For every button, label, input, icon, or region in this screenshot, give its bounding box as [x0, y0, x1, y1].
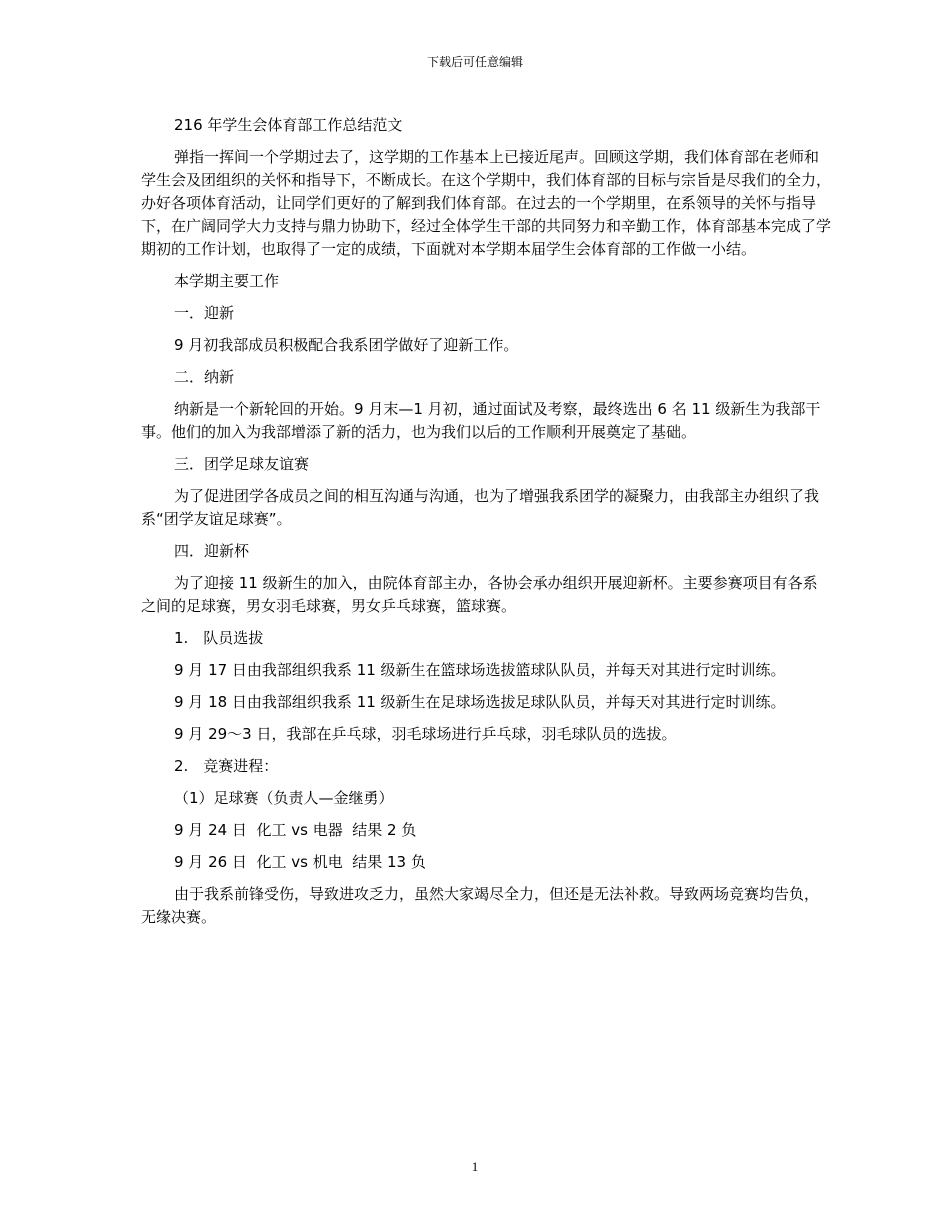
match-result-2: 9 月 26 日 化工 vs 机电 结果 13 负: [174, 853, 426, 871]
match-result-1: 9 月 24 日 化工 vs 电器 结果 2 负: [174, 821, 417, 839]
section4-text: 为了迎接 11 级新生的加入，由院体育部主办，各协会承办组织开展迎新杯。主要参赛项目有各系之间的足球赛，男女羽毛球赛，男女乒乓球赛，篮球赛。: [141, 574, 818, 615]
sub1-heading: 1. 队员选拔: [174, 629, 264, 647]
sub1-line3: 9 月 29～3 日，我部在乒乓球，羽毛球场进行乒乓球，羽毛球队员的选拔。: [174, 725, 677, 743]
section1-heading: 一．迎新: [174, 304, 235, 322]
section2-text: 纳新是一个新轮回的开始。9 月末—1 月初，通过面试及考察，最终选出 6 名 11 级新生为我部干事。他们的加入为我部增添了新的活力，也为我们以后的工作顺利开展奠定了基础。: [141, 400, 821, 441]
intro-paragraph: 弹指一挥间一个学期过去了，这学期的工作基本上已接近尾声。回顾这学期，我们体育部在老师和学生会及团组织的关怀和指导下，不断成长。在这个学期中，我们体育部的目标与宗旨是尽我们的全力，办好各项体育活动，让同学们更好的了解到我们体育部。在过去的一个学期里，在系领导的关怀与指导下，在广阔同学大力支持与鼎力协助下，经过全体学生干部的共同努力和辛勤工作，体育部基本完成了学期初的工作计划，也取得了一定的成绩，下面就对本学期本届学生会体育部的工作做一小结。: [141, 148, 832, 258]
document-body: [141, 114, 831, 929]
sub1-line2: 9 月 18 日由我部组织我系 11 级新生在足球场选拔足球队队员，并每天对其进行定时训练。: [174, 693, 786, 711]
page-header: 下载后可任意编辑: [426, 55, 523, 69]
conclusion-paragraph: 由于我系前锋受伤，导致进攻乏力，虽然大家竭尽全力，但还是无法补救。导致两场竞赛均告负，无缘决赛。: [141, 885, 820, 926]
sub1-line1: 9 月 17 日由我部组织我系 11 级新生在篮球场选拔篮球队队员，并每天对其进行定时训练。: [174, 661, 786, 679]
section4-heading: 四．迎新杯: [174, 542, 250, 560]
section3-text: 为了促进团学各成员之间的相互沟通与沟通，也为了增强我系团学的凝聚力，由我部主办组织了我系“团学友谊足球赛”。: [141, 487, 820, 528]
main-work-heading: 本学期主要工作: [174, 272, 280, 290]
page-number: 1: [471, 1159, 479, 1174]
section2-heading: 二．纳新: [174, 368, 235, 386]
section3-heading: 三．团学足球友谊赛: [174, 455, 310, 473]
football-heading: （1）足球赛（负责人—金继勇）: [174, 789, 394, 807]
document-title: 216 年学生会体育部工作总结范文: [174, 116, 403, 134]
sub2-heading: 2. 竞赛进程：: [174, 757, 279, 775]
section1-text: 9 月初我部成员积极配合我系团学做好了迎新工作。: [174, 336, 519, 354]
